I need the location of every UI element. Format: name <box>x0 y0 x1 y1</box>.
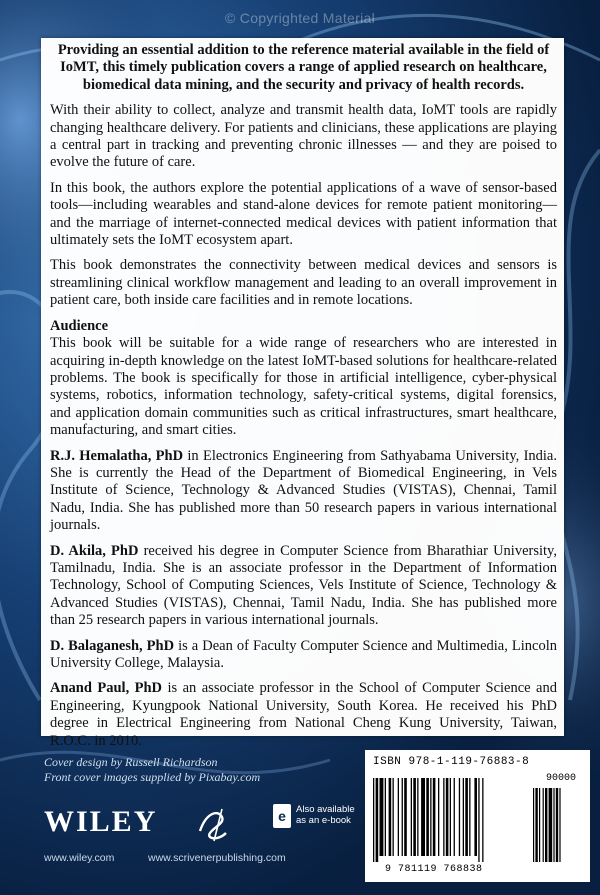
barcode-bar <box>402 778 403 856</box>
barcode-bar <box>373 778 374 862</box>
barcode-bar <box>430 778 431 856</box>
barcode-bar <box>389 778 392 856</box>
author-bio-text: in Electronics Engineering from Sathyabama University, India. She is currently the Head of the Department of Biomedical Engineering, in Vels Institute of Science, Technology & Advanced Studies (VISTAS), Chennai, Tamil Nadu, India. She has published more than 50 research papers in various international journals. <box>50 447 557 534</box>
barcode-bar <box>404 778 407 856</box>
barcode-bar <box>469 778 470 856</box>
barcode-panel <box>365 750 590 882</box>
author-bio <box>50 638 557 673</box>
barcode-bar <box>465 778 468 856</box>
intro-paragraph: Providing an essential addition to the reference material available in the field of IoMT, this timely publication covers a range of applied research on healthcare, biomedical data mining, and the security and privacy of health records. <box>57 42 550 93</box>
copyright-watermark: © Copyrighted Material <box>225 10 375 26</box>
barcode-bar <box>417 778 418 856</box>
barcode-bar <box>463 778 464 856</box>
author-bio <box>50 448 557 535</box>
barcode-addon-bar <box>535 788 537 862</box>
author-bio-text: received his degree in Computer Science from Bharathiar University, Tamilnadu, India. She is an associate professor in the Department of Information Technology, School of Computing Sciences, Vels Institute of Science, Technology & Advanced Studies (VISTAS), Chennai, Tamil Nadu, India. She has published more than 25 research papers in various international journals. <box>50 542 557 629</box>
barcode-bar <box>426 778 429 856</box>
barcode-addon-bar <box>533 788 534 862</box>
ebook-line-2: as an e-book <box>296 815 351 826</box>
author-name: R.J. Hemalatha, PhD <box>50 447 184 464</box>
author-name: D. Balaganesh, PhD <box>50 637 175 654</box>
wiley-url: www.wiley.com <box>44 852 115 864</box>
barcode-digits: 9 781119 768838 <box>385 864 483 875</box>
ebook-line-1: Also available <box>296 804 355 815</box>
barcode-bar <box>413 778 416 856</box>
author-bio-text: is an associate professor in the School of Computer Science and Engineering, Kyungpook National University, South Korea. He received his PhD degree in Electrical Engineering from National Cheng Kung University, Taiwan, R.O.C. in 2010. <box>50 680 557 749</box>
barcode-bar <box>433 778 436 856</box>
description-paragraph: With their ability to collect, analyze and transmit health data, IoMT tools are rapidly changing healthcare delivery. For patients and clinicians, these applications are playing a central part in tracking and preventing chronic illnesses — and they are poised to evolve the future of care. <box>50 102 557 171</box>
description-paragraph: This book demonstrates the connectivity between medical devices and sensors is streamlining clinical workflow management and leading to an overall improvement in patient care, both inside care facilities and in remote locations. <box>50 257 557 309</box>
barcode-bar <box>421 778 425 856</box>
author-name: Anand Paul, PhD <box>50 680 163 697</box>
barcode-addon-bar <box>553 788 554 862</box>
barcode-addon-bar <box>545 788 547 862</box>
barcode-addon-bar <box>559 788 560 862</box>
author-name: D. Akila, PhD <box>50 542 139 559</box>
barcode-bar <box>454 778 455 856</box>
barcode-bar <box>459 778 460 856</box>
barcode-addon-bar <box>556 788 558 862</box>
audience-text: This book will be suitable for a wide range of researchers who are interested in acquiring in-depth knowledge on the latest IoMT-based solutions for healthcare-related problems. The book is specifically for those in artificial intelligence, cyber-physical systems, robotics, information technology, safety-critical systems, digital forensics, and application domain communities such as critical infrastructures, smart healthcare, manufacturing, and smart cities. <box>50 335 557 439</box>
description-panel <box>41 38 564 749</box>
barcode-addon-bar <box>539 788 540 862</box>
wiley-logo: WILEY <box>44 805 158 838</box>
barcode-icon <box>373 772 583 864</box>
price-code: 90000 <box>545 773 576 784</box>
ebook-icon: e <box>273 804 291 828</box>
barcode-bar <box>474 778 477 856</box>
barcode-bar <box>443 778 444 856</box>
barcode-bar <box>450 778 451 856</box>
barcode-bar <box>393 778 394 856</box>
barcode-bar <box>438 778 439 856</box>
barcode-bar <box>478 778 479 862</box>
barcode-bar <box>376 778 379 862</box>
barcode-addon-bar <box>549 788 553 862</box>
scrivener-url: www.scrivenerpublishing.com <box>148 852 286 864</box>
author-bio <box>50 543 557 630</box>
ebook-badge <box>273 804 355 828</box>
scrivener-logo-icon <box>192 803 242 848</box>
author-bio <box>50 680 557 750</box>
barcode-bar <box>411 778 412 856</box>
barcode-bar <box>446 778 449 856</box>
cover-design-credit: Cover design by Russell Richardson <box>44 755 218 769</box>
cover-images-credit: Front cover images supplied by Pixabay.com <box>44 770 261 784</box>
barcode-bar <box>482 778 483 862</box>
barcode-bar <box>385 778 386 856</box>
isbn-label: ISBN 978-1-119-76883-8 <box>373 756 530 768</box>
description-paragraph: In this book, the authors explore the potential applications of a wave of sensor-based tools—including wearables and stand-alone devices for remote patient monitoring—and the marriage of internet-connected medical devices with patient information that ultimately sets the IoMT ecosystem apart. <box>50 179 557 249</box>
barcode-bar <box>380 778 384 856</box>
author-bio-text: is a Dean of Faculty Computer Science and Multimedia, Lincoln University College, Malaysia. <box>50 637 557 671</box>
barcode-bar <box>398 778 399 856</box>
barcode-addon-bar <box>543 788 544 862</box>
audience-heading: Audience <box>50 317 108 334</box>
